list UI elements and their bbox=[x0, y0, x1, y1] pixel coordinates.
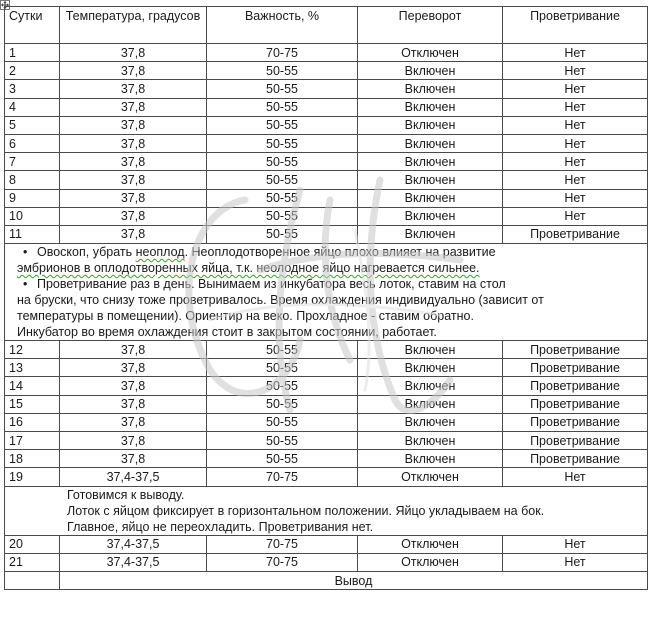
humidity-cell: 50-55 bbox=[207, 153, 358, 171]
turning-cell: Включен bbox=[358, 225, 503, 243]
header-day: Сутки bbox=[5, 7, 60, 44]
temperature-cell: 37,8 bbox=[60, 207, 207, 225]
ventilation-cell: Проветривание bbox=[503, 377, 648, 395]
day-cell: 21 bbox=[5, 553, 60, 571]
humidity-cell: 70-75 bbox=[207, 44, 358, 62]
day-cell: 17 bbox=[5, 432, 60, 450]
day-cell: 16 bbox=[5, 413, 60, 431]
note-text: эмбрионов в оплодотворенных яйца, т.к. неолодное яйцо нагревается сильнее. bbox=[17, 261, 480, 276]
header-temperature: Температура, градусов bbox=[60, 7, 207, 44]
humidity-cell: 50-55 bbox=[207, 189, 358, 207]
humidity-cell: 50-55 bbox=[207, 62, 358, 80]
day-cell: 7 bbox=[5, 153, 60, 171]
temperature-cell: 37,4-37,5 bbox=[60, 553, 207, 571]
temperature-cell: 37,8 bbox=[60, 377, 207, 395]
bullet-item-candling bbox=[9, 244, 643, 260]
ventilation-cell: Проветривание bbox=[503, 395, 648, 413]
turning-cell: Включен bbox=[358, 359, 503, 377]
humidity-cell: 50-55 bbox=[207, 80, 358, 98]
ventilation-cell: Нет bbox=[503, 207, 648, 225]
incubation-table bbox=[4, 6, 648, 590]
ventilation-cell: Проветривание bbox=[503, 432, 648, 450]
table-row bbox=[5, 98, 648, 116]
humidity-cell: 70-75 bbox=[207, 468, 358, 486]
turning-cell: Включен bbox=[358, 134, 503, 152]
turning-cell: Включен bbox=[358, 432, 503, 450]
turning-cell: Включен bbox=[358, 341, 503, 359]
ventilation-cell: Проветривание bbox=[503, 225, 648, 243]
turning-cell: Включен bbox=[358, 189, 503, 207]
humidity-cell: 50-55 bbox=[207, 413, 358, 431]
table-row bbox=[5, 377, 648, 395]
temperature-cell: 37,8 bbox=[60, 134, 207, 152]
day-cell: 8 bbox=[5, 171, 60, 189]
turning-cell: Отключен bbox=[358, 535, 503, 553]
ventilation-cell: Нет bbox=[503, 44, 648, 62]
day-cell: 9 bbox=[5, 189, 60, 207]
day-cell: 13 bbox=[5, 359, 60, 377]
turning-cell: Включен bbox=[358, 62, 503, 80]
temperature-cell: 37,4-37,5 bbox=[60, 535, 207, 553]
day-cell: 2 bbox=[5, 62, 60, 80]
turning-cell: Отключен bbox=[358, 44, 503, 62]
turning-cell: Включен bbox=[358, 377, 503, 395]
temperature-cell: 37,8 bbox=[60, 62, 207, 80]
footer-empty-cell bbox=[5, 571, 60, 589]
temperature-cell: 37,8 bbox=[60, 341, 207, 359]
ventilation-cell: Нет bbox=[503, 153, 648, 171]
humidity-cell: 50-55 bbox=[207, 450, 358, 468]
table-row bbox=[5, 432, 648, 450]
note-cell bbox=[5, 486, 648, 535]
table-header-row bbox=[5, 7, 648, 44]
humidity-cell: 50-55 bbox=[207, 225, 358, 243]
temperature-cell: 37,8 bbox=[60, 450, 207, 468]
table-row bbox=[5, 359, 648, 377]
note-text: Инкубатор во время охлаждения стоит в закрытом состоянии, работает. bbox=[17, 325, 437, 340]
ventilation-cell: Нет bbox=[503, 80, 648, 98]
day-cell: 20 bbox=[5, 535, 60, 553]
note-text: температуры в помещении). Ориентир на веко. Прохладное - ставим обратно. bbox=[17, 309, 474, 324]
note-row-hatching bbox=[5, 486, 648, 535]
header-turning: Переворот bbox=[358, 7, 503, 44]
temperature-cell: 37,8 bbox=[60, 432, 207, 450]
temperature-cell: 37,8 bbox=[60, 171, 207, 189]
day-cell: 11 bbox=[5, 225, 60, 243]
note-text: Овоскоп, убрать bbox=[37, 245, 136, 260]
table-row bbox=[5, 341, 648, 359]
note-text: Главное, яйцо не переохладить. Проветривания нет. bbox=[67, 519, 374, 534]
humidity-cell: 50-55 bbox=[207, 134, 358, 152]
note-text: Проветривание раз в день. Вынимаем из инкубатора весь лоток, ставим на стол bbox=[37, 277, 506, 292]
table-row bbox=[5, 80, 648, 98]
day-cell: 10 bbox=[5, 207, 60, 225]
ventilation-cell: Проветривание bbox=[503, 413, 648, 431]
ventilation-cell: Проветривание bbox=[503, 450, 648, 468]
footer-row bbox=[5, 571, 648, 589]
ventilation-cell: Нет bbox=[503, 134, 648, 152]
day-cell: 19 bbox=[5, 468, 60, 486]
temperature-cell: 37,8 bbox=[60, 80, 207, 98]
day-cell: 6 bbox=[5, 134, 60, 152]
header-humidity: Важность, % bbox=[207, 7, 358, 44]
turning-cell: Включен bbox=[358, 98, 503, 116]
table-row bbox=[5, 171, 648, 189]
ventilation-cell: Нет bbox=[503, 535, 648, 553]
temperature-cell: 37,4-37,5 bbox=[60, 468, 207, 486]
temperature-cell: 37,8 bbox=[60, 413, 207, 431]
turning-cell: Включен bbox=[358, 116, 503, 134]
day-cell: 4 bbox=[5, 98, 60, 116]
bullet-item-ventilation bbox=[9, 276, 643, 292]
day-cell: 3 bbox=[5, 80, 60, 98]
humidity-cell: 50-55 bbox=[207, 377, 358, 395]
note-cell bbox=[5, 244, 648, 341]
table-row bbox=[5, 450, 648, 468]
misspelled-word: неоплод bbox=[135, 245, 185, 260]
humidity-cell: 50-55 bbox=[207, 98, 358, 116]
temperature-cell: 37,8 bbox=[60, 225, 207, 243]
ventilation-cell: Нет bbox=[503, 553, 648, 571]
turning-cell: Включен bbox=[358, 171, 503, 189]
turning-cell: Включен bbox=[358, 207, 503, 225]
humidity-cell: 50-55 bbox=[207, 341, 358, 359]
humidity-cell: 70-75 bbox=[207, 553, 358, 571]
day-cell: 14 bbox=[5, 377, 60, 395]
day-cell: 15 bbox=[5, 395, 60, 413]
ventilation-cell: Нет bbox=[503, 468, 648, 486]
table-row bbox=[5, 553, 648, 571]
temperature-cell: 37,8 bbox=[60, 359, 207, 377]
turning-cell: Включен bbox=[358, 80, 503, 98]
table-row bbox=[5, 225, 648, 243]
table-row bbox=[5, 44, 648, 62]
note-text: Лоток с яйцом фиксирует в горизонтальном положении. Яйцо укладываем на бок. bbox=[67, 503, 545, 518]
ventilation-cell: Проветривание bbox=[503, 359, 648, 377]
turning-cell: Включен bbox=[358, 395, 503, 413]
table-row bbox=[5, 134, 648, 152]
humidity-cell: 50-55 bbox=[207, 432, 358, 450]
note-row-candling-ventilation bbox=[5, 244, 648, 341]
table-row bbox=[5, 116, 648, 134]
temperature-cell: 37,8 bbox=[60, 395, 207, 413]
table-row bbox=[5, 395, 648, 413]
day-cell: 5 bbox=[5, 116, 60, 134]
turning-cell: Отключен bbox=[358, 553, 503, 571]
table-row bbox=[5, 535, 648, 553]
turning-cell: Включен bbox=[358, 153, 503, 171]
note-text: на бруски, что снизу тоже проветривалось. Время охлаждения индивидуально (зависит от bbox=[17, 293, 544, 308]
ventilation-cell: Нет bbox=[503, 62, 648, 80]
turning-cell: Включен bbox=[358, 413, 503, 431]
ventilation-cell: Нет bbox=[503, 171, 648, 189]
table-row bbox=[5, 413, 648, 431]
humidity-cell: 50-55 bbox=[207, 116, 358, 134]
temperature-cell: 37,8 bbox=[60, 44, 207, 62]
ventilation-cell: Нет bbox=[503, 98, 648, 116]
table-row bbox=[5, 207, 648, 225]
bullet-icon: • bbox=[23, 277, 28, 292]
humidity-cell: 50-55 bbox=[207, 395, 358, 413]
ventilation-cell: Нет bbox=[503, 116, 648, 134]
humidity-cell: 50-55 bbox=[207, 207, 358, 225]
table-row bbox=[5, 62, 648, 80]
temperature-cell: 37,8 bbox=[60, 98, 207, 116]
table-row bbox=[5, 189, 648, 207]
temperature-cell: 37,8 bbox=[60, 153, 207, 171]
day-cell: 18 bbox=[5, 450, 60, 468]
humidity-cell: 70-75 bbox=[207, 535, 358, 553]
header-ventilation: Проветривание bbox=[503, 7, 648, 44]
table-row bbox=[5, 468, 648, 486]
temperature-cell: 37,8 bbox=[60, 116, 207, 134]
humidity-cell: 50-55 bbox=[207, 171, 358, 189]
note-text: Готовимся к выводу. bbox=[67, 487, 185, 502]
temperature-cell: 37,8 bbox=[60, 189, 207, 207]
note-text: . Неоплодотворенное яйцо плохо влияет на развитие bbox=[184, 245, 496, 260]
day-cell: 12 bbox=[5, 341, 60, 359]
footer-output-cell: Вывод bbox=[60, 571, 648, 589]
ventilation-cell: Нет bbox=[503, 189, 648, 207]
turning-cell: Отключен bbox=[358, 468, 503, 486]
turning-cell: Включен bbox=[358, 450, 503, 468]
day-cell: 1 bbox=[5, 44, 60, 62]
table-row bbox=[5, 153, 648, 171]
humidity-cell: 50-55 bbox=[207, 359, 358, 377]
ventilation-cell: Проветривание bbox=[503, 341, 648, 359]
bullet-icon: • bbox=[23, 245, 28, 260]
